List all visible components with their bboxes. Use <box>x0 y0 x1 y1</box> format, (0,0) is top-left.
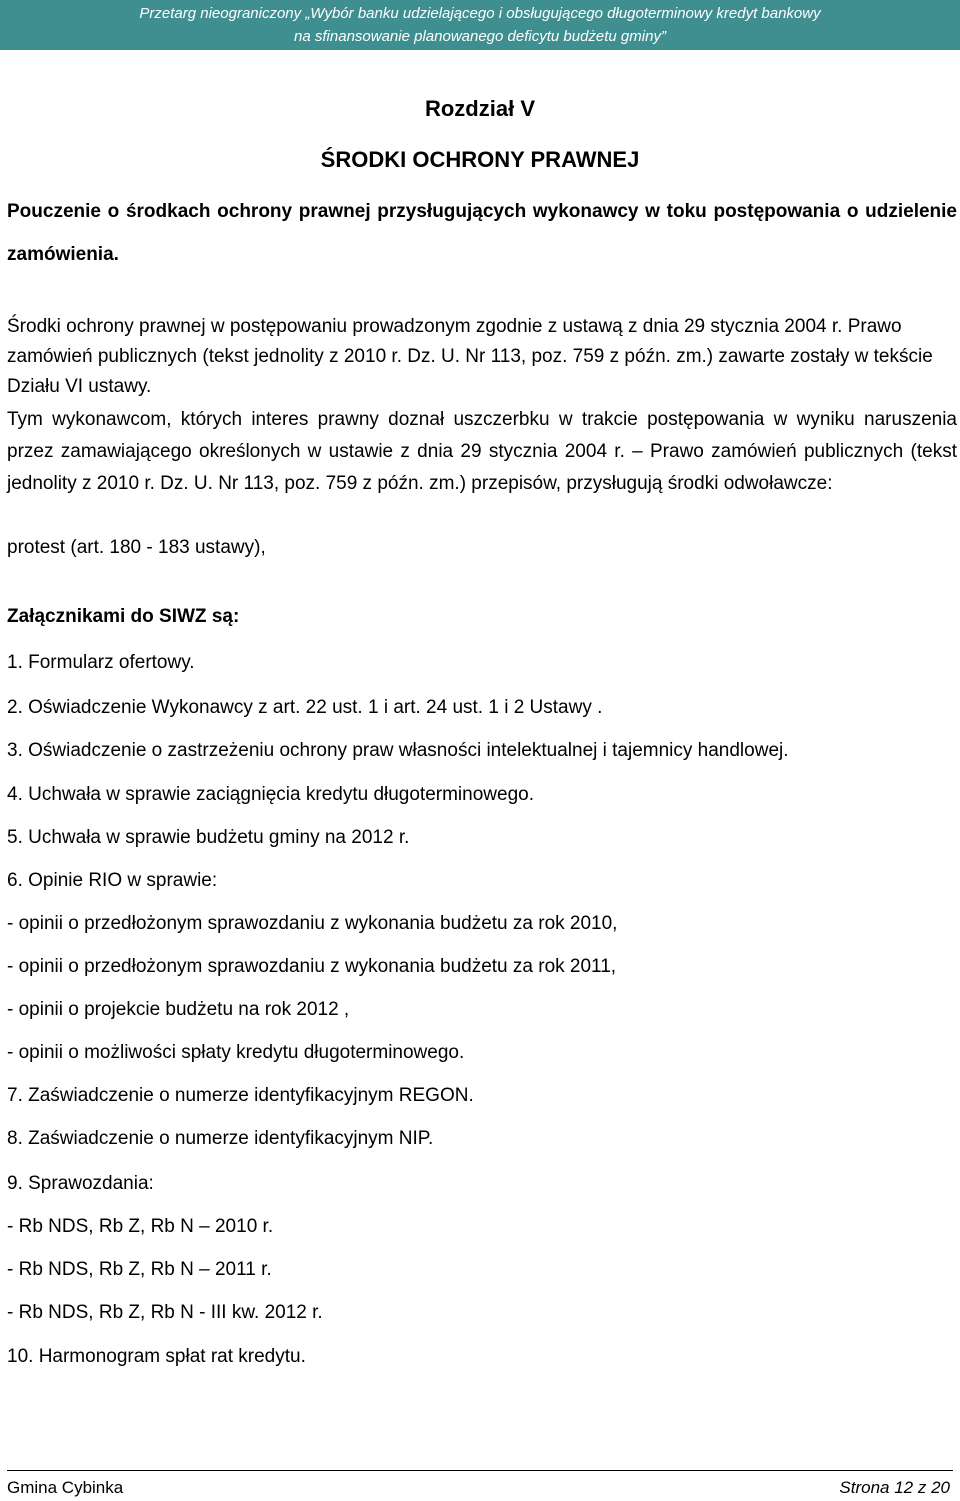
list-item: 7. Zaświadczenie o numerze identyfikacyjnym REGON. <box>7 1085 474 1106</box>
list-item: - opinii o możliwości spłaty kredytu długoterminowego. <box>7 1042 465 1063</box>
paragraph-remedies: Tym wykonawcom, których interes prawny doznał uszczerbku w trakcie postępowania w wyniku naruszenia przez zamawiającego określonych w ustawie z dnia 29 stycznia 2004 r. – Prawo zamówień publicznych (tekst jednolity z 2010 r. Dz. U. Nr 113, poz. 759 z późn. zm.) przepisów, przysługują środki odwoławcze: <box>7 409 957 494</box>
list-item: - Rb NDS, Rb Z, Rb N – 2010 r. <box>7 1216 274 1237</box>
list-item: 4. Uchwała w sprawie zaciągnięcia kredytu długoterminowego. <box>7 784 534 805</box>
list-item: - Rb NDS, Rb Z, Rb N – 2011 r. <box>7 1259 272 1280</box>
list-item: 8. Zaświadczenie o numerze identyfikacyjnym NIP. <box>7 1128 434 1149</box>
list-item: - opinii o przedłożonym sprawozdaniu z wykonania budżetu za rok 2011, <box>7 956 617 977</box>
list-item: 1. Formularz ofertowy. <box>7 652 195 673</box>
list-item: 10. Harmonogram spłat rat kredytu. <box>7 1346 306 1367</box>
list-item: 3. Oświadczenie o zastrzeżeniu ochrony praw własności intelektualnej i tajemnicy handlowej. <box>7 740 789 761</box>
footer-divider <box>7 1470 953 1471</box>
paragraph-legal-basis: Środki ochrony prawnej w postępowaniu prowadzonym zgodnie z ustawą z dnia 29 stycznia 2004 r. Prawo zamówień publicznych (tekst jednolity z 2010 r. Dz. U. Nr 113, poz. 759 z późn. zm.) zawarte zostały w tekście Działu VI ustawy. <box>7 316 933 397</box>
document-header <box>0 0 960 50</box>
list-item: - opinii o przedłożonym sprawozdaniu z wykonania budżetu za rok 2010, <box>7 913 618 934</box>
list-item: 5. Uchwała w sprawie budżetu gminy na 2012 r. <box>7 827 410 848</box>
intro-paragraph: Pouczenie o środkach ochrony prawnej przysługujących wykonawcy w toku postępowania o udzielenie zamówienia. <box>7 201 957 265</box>
footer-page-number: Strona 12 z 20 <box>839 1478 950 1497</box>
attachments-heading: Załącznikami do SIWZ są: <box>7 606 240 627</box>
header-line-2: na sfinansowanie planowanego deficytu budżetu gminy” <box>294 28 666 45</box>
list-item: 9. Sprawozdania: <box>7 1173 154 1194</box>
list-item: 6. Opinie RIO w sprawie: <box>7 870 218 891</box>
footer-municipality: Gmina Cybinka <box>7 1478 124 1497</box>
list-item: - opinii o projekcie budżetu na rok 2012 , <box>7 999 350 1020</box>
protest-line: protest (art. 180 - 183 ustawy), <box>7 537 266 558</box>
list-item: 2. Oświadczenie Wykonawcy z art. 22 ust. 1 i art. 24 ust. 1 i 2 Ustawy . <box>7 697 603 718</box>
section-title: ŚRODKI OCHRONY PRAWNEJ <box>320 147 640 172</box>
list-item: - Rb NDS, Rb Z, Rb N - III kw. 2012 r. <box>7 1302 323 1323</box>
header-line-1: Przetarg nieograniczony „Wybór banku udzielającego i obsługującego długoterminowy kredyt bankowy <box>139 5 821 22</box>
chapter-title: Rozdział V <box>424 96 535 121</box>
